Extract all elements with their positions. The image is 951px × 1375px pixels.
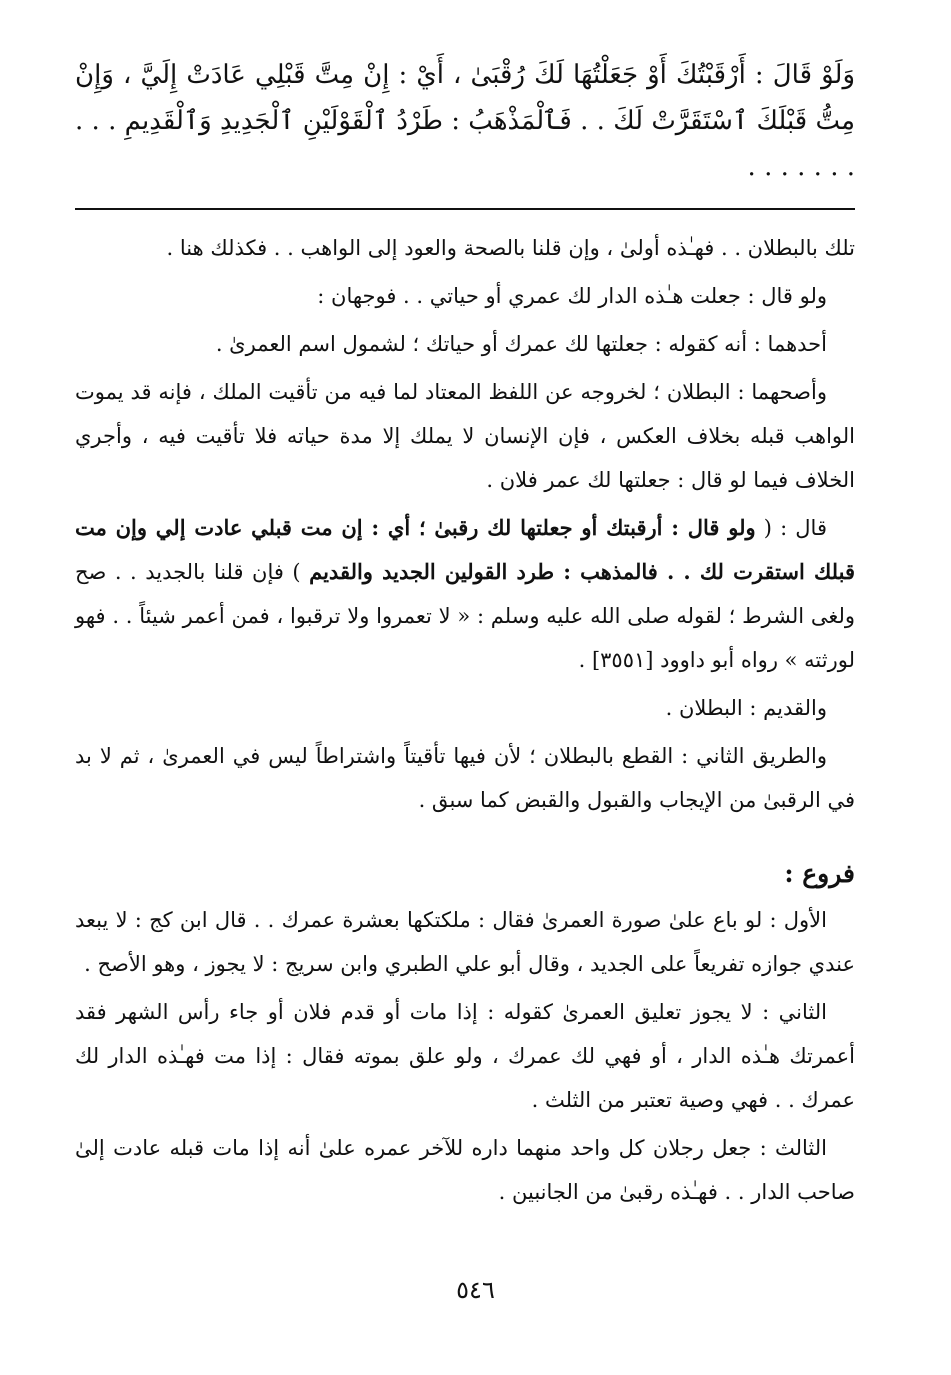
sharh-paragraph-1: تلك بالبطلان . . فهـٰذه أولىٰ ، وإن قلنا بالصحة والعود إلى الواهب . . فكذلك هنا .: [166, 236, 855, 260]
quote-commentary: ) فإن قلنا بالجديد . . صح ولغى الشرط ؛ لقوله صلى الله عليه وسلم : « لا تعمروا ولا ترقبوا ، فمن أعمر شيئاً . . فهو لورثته » رواه أبو داوود [٣٥٥١] .: [75, 560, 855, 672]
sharh-paragraph-5: [75, 506, 855, 682]
sharh-paragraph-7: والطريق الثاني : القطع بالبطلان ؛ لأن فيها تأقيتاً واشتراطاً ليس في العمرىٰ ، ثم لا بد في الرقبىٰ من الإيجاب والقبول والقبض كما سبق .: [75, 744, 855, 812]
quoted-matn: ولو قال : أرقبتك أو جعلتها لك رقبىٰ ؛ أي : إن مت قبلي عادت إلي وإن مت قبلك استقرت لك . . فالمذهب : طرد القولين الجديد والقديم: [75, 515, 855, 584]
page-body: [75, 52, 855, 1218]
separator-rule: [75, 208, 855, 210]
sharh-paragraph-6: والقديم : البطلان .: [665, 696, 827, 720]
sharh-paragraph-4: وأصحهما : البطلان ؛ لخروجه عن اللفظ المعتاد لما فيه من تأقيت الملك ، فإنه قد يموت الواهب قبله بخلاف العكس ، فإن الإنسان لا يملك إلا مدة حياته فلا تأقيت فيه ، وأجري الخلاف فيما لو قال : جعلتها لك عمر فلان .: [75, 380, 855, 492]
section-heading: فروع :: [784, 859, 855, 888]
furu-paragraph-2: الثاني : لا يجوز تعليق العمرىٰ كقوله : إذا مات أو قدم فلان أو جاء رأس الشهر فقد أعمرتك هـٰذه الدار ، أو فهي لك عمرك ، ولو علق بموته فقال : إذا مت فهـٰذه الدار لك عمرك . . فهي وصية تعتبر من الثلث .: [75, 1000, 855, 1112]
quote-open: قال : (: [755, 516, 827, 540]
sharh-paragraph-3: أحدهما : أنه كقوله : جعلتها لك عمرك أو حياتك ؛ لشمول اسم العمرىٰ .: [215, 332, 827, 356]
furu-section: [75, 852, 855, 1214]
sharh-section: [75, 226, 855, 822]
matn-text: [75, 52, 855, 190]
sharh-paragraph-2: ولو قال : جعلت هـٰذه الدار لك عمري أو حياتي . . فوجهان :: [317, 284, 827, 308]
furu-paragraph-1: الأول : لو باع علىٰ صورة العمرىٰ فقال : ملكتكها بعشرة عمرك . . قال ابن كج : لا يبعد عندي جوازه تفريعاً على الجديد ، وقال أبو علي الطبري وابن سريج : لا يجوز ، وهو الأصح .: [75, 908, 855, 976]
matn-line-2: قَبْلَكَ ٱسْتَقَرَّتْ لَكَ . . فَٱلْمَذْهَبُ : طَرْدُ ٱلْقَوْلَيْنِ ٱلْجَدِيدِ وَٱلْقَدِيمِ . . . . . . . . . .: [75, 106, 855, 182]
furu-paragraph-3: الثالث : جعل رجلان كل واحد منهما داره للآخر عمره علىٰ أنه إذا مات قبله عادت إلىٰ صاحب الدار . . فهـٰذه رقبىٰ من الجانبين .: [75, 1136, 855, 1204]
page-number: ٥٤٦: [456, 1276, 495, 1304]
matn-line-1: وَلَوْ قَالَ : أَرْقَبْتُكَ أَوْ جَعَلْتُهَا لَكَ رُقْبَىٰ ، أَيْ : إِنْ مِتَّ قَبْلِي عَادَتْ إِلَيَّ ، وَإِنْ مِتُّ: [75, 60, 856, 136]
